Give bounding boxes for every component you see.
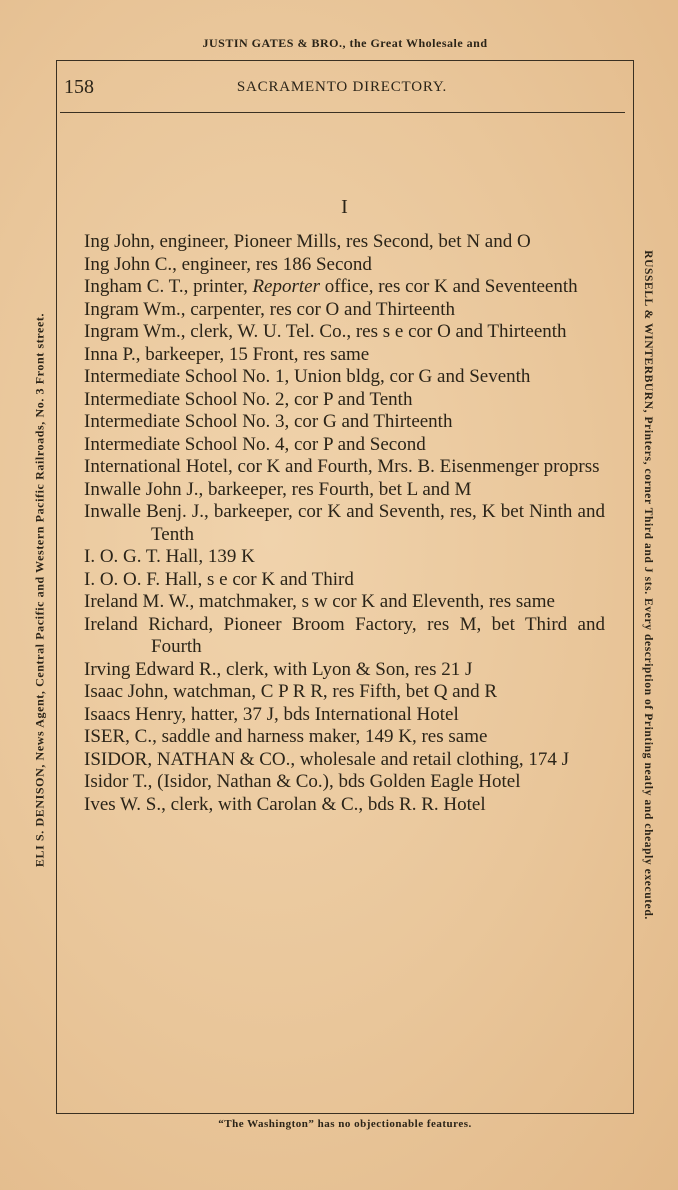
directory-entry: Ireland M. W., matchmaker, s w cor K and Eleventh, res same xyxy=(84,591,555,612)
directory-entry xyxy=(84,276,605,299)
directory-entry: Intermediate School No. 3, cor G and Thirteenth xyxy=(84,411,453,432)
directory-entry: Inwalle John J., barkeeper, res Fourth, bet L and M xyxy=(84,478,472,500)
directory-entry: Isaac John, watchman, C P R R, res Fifth, bet Q and R xyxy=(84,681,498,702)
directory-entry: Ing John C., engineer, res 186 Second xyxy=(84,253,372,275)
running-title: SACRAMENTO DIRECTORY. xyxy=(236,79,448,95)
directory-entry: ISER, C., saddle and harness maker, 149 K, res same xyxy=(84,726,488,747)
directory-entry: Intermediate School No. 1, Union bldg, cor G and Seventh xyxy=(84,366,531,387)
directory-entry: Intermediate School No. 2, cor P and Tenth xyxy=(84,388,413,410)
section-letter: I xyxy=(341,196,348,218)
entry-name: Ingham C. T., printer, xyxy=(84,276,253,297)
running-head xyxy=(62,76,622,104)
directory-entry: International Hotel, cor K and Fourth, Mrs. B. Eisenmenger proprss xyxy=(84,456,600,477)
directory-entry: Ingram Wm., clerk, W. U. Tel. Co., res s e cor O and Thirteenth xyxy=(84,321,567,342)
header-rule xyxy=(60,112,625,113)
entry-rest: office, res cor K and Seventeenth xyxy=(320,276,578,297)
directory-entry: I. O. O. F. Hall, s e cor K and Third xyxy=(84,568,354,590)
directory-entry: ISIDOR, NATHAN & CO., wholesale and retail clothing, 174 J xyxy=(84,748,569,770)
directory-entry: I. O. G. T. Hall, 139 K xyxy=(84,546,255,567)
directory-entry: Intermediate School No. 4, cor P and Second xyxy=(84,433,426,455)
directory-entry: Ing John, engineer, Pioneer Mills, res Second, bet N and O xyxy=(84,231,531,252)
left-side-advertisement: ELI S. DENISON, News Agent, Central Pacific and Western Pacific Railroads, No. 3 Front street. xyxy=(32,312,47,868)
directory-entry: Inwalle Benj. J., barkeeper, cor K and Seventh, res, K bet Ninth and Tenth xyxy=(84,501,605,545)
directory-entry: Isaacs Henry, hatter, 37 J, bds International Hotel xyxy=(84,703,459,725)
directory-entry: Ives W. S., clerk, with Carolan & C., bds R. R. Hotel xyxy=(84,793,486,815)
bottom-advertisement: “The Washington” has no objectionable features. xyxy=(218,1118,472,1130)
directory-entry: Isidor T., (Isidor, Nathan & Co.), bds Golden Eagle Hotel xyxy=(84,771,521,792)
page-number: 158 xyxy=(64,76,94,98)
directory-entry: Irving Edward R., clerk, with Lyon & Son, res 21 J xyxy=(84,658,473,680)
directory-entry: Ireland Richard, Pioneer Broom Factory, res M, bet Third and Fourth xyxy=(84,613,605,657)
right-side-advertisement: RUSSELL & WINTERBURN, Printers, corner Third and J sts. Every description of Printing neatly and cheaply executed. xyxy=(642,250,654,920)
top-advertisement: JUSTIN GATES & BRO., the Great Wholesale and xyxy=(202,36,488,50)
directory-entries xyxy=(84,231,605,816)
directory-entry: Inna P., barkeeper, 15 Front, res same xyxy=(84,343,370,365)
directory-entry: Ingram Wm., carpenter, res cor O and Thirteenth xyxy=(84,298,456,320)
newspaper-name: Reporter xyxy=(252,276,320,297)
